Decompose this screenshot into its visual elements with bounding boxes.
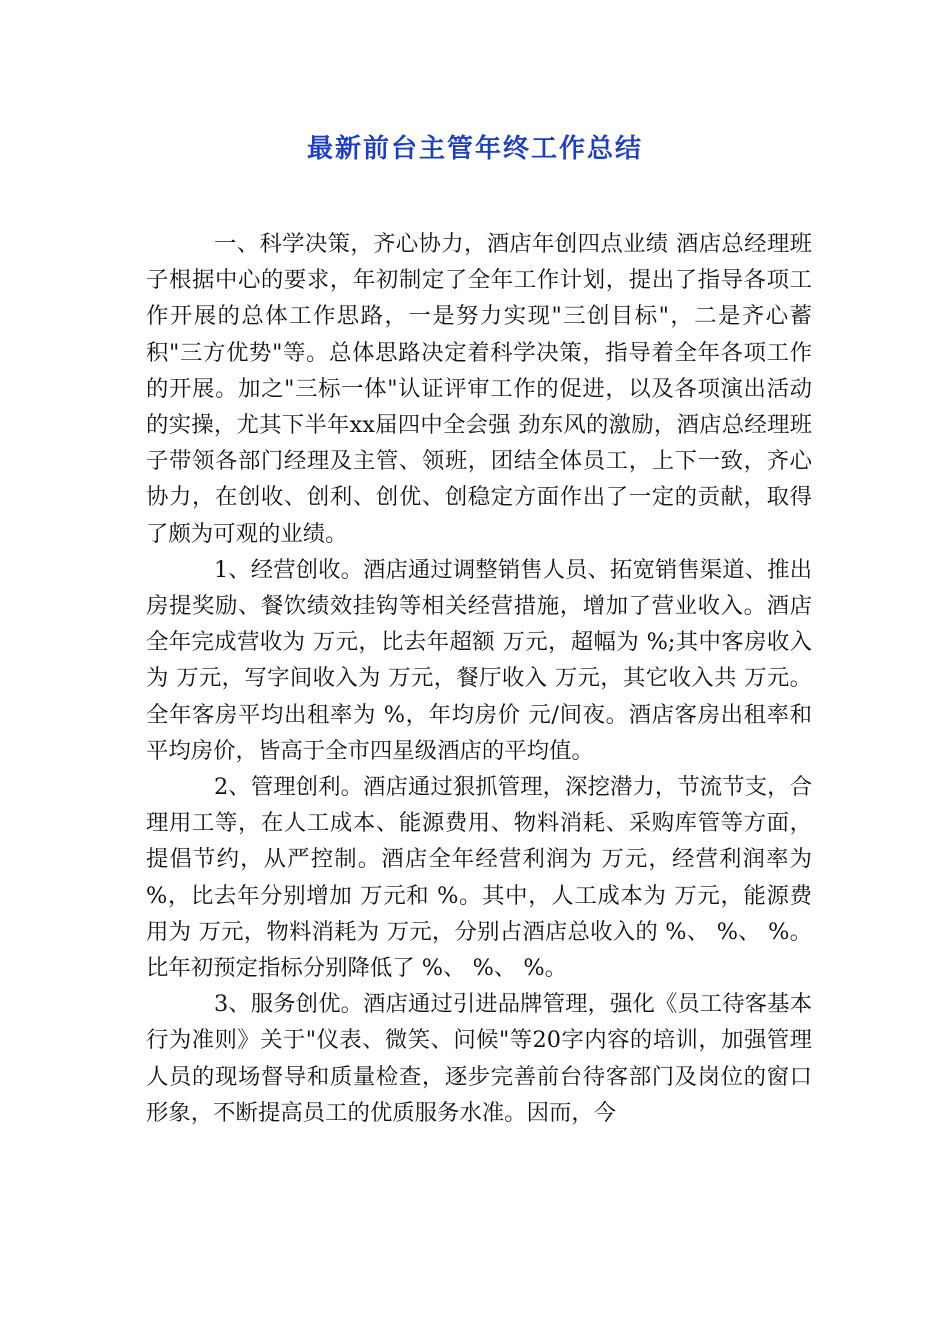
paragraph-revenue: 1、经营创收。酒店通过调整销售人员、拓宽销售渠道、推出房提奖励、餐饮绩效挂钩等相关经营措施，增加了营业收入。酒店全年完成营收为 万元，比去年超额 万元，超幅为 %;其中客房收入为 万元，写字间收入为 万元，餐厅收入 万元，其它收入共 万元。全年客房平均出租率为 %，年均房价 元/间夜。酒店客房出租率和平均房价，皆高于全市四星级酒店的平均值。 xyxy=(146,556,812,764)
document-body xyxy=(146,226,812,1131)
document-title: 最新前台主管年终工作总结 xyxy=(306,134,643,164)
paragraph-decision: 一、科学决策，齐心协力，酒店年创四点业绩 酒店总经理班子根据中心的要求，年初制定了全年工作计划，提出了指导各项工作开展的总体工作思路，一是努力实现"三创目标"，二是齐心蓄积"三方优势"等。总体思路决定着科学决策，指导着全年各项工作的开展。加之"三标一体"认证评审工作的促进，以及各项演出活动的实操，尤其下半年xx届四中全会强 劲东风的激励，酒店总经理班子带领各部门经理及主管、领班，团结全体员工，上下一致，齐心协力，在创收、创利、创优、创稳定方面作出了一定的贡献，取得了颇为可观的业绩。 xyxy=(146,231,812,547)
paragraph-profit: 2、管理创利。酒店通过狠抓管理，深挖潜力，节流节支，合理用工等，在人工成本、能源费用、物料消耗、采购库管等方面，提倡节约，从严控制。酒店全年经营利润为 万元，经营利润率为 %，比去年分别增加 万元和 %。其中，人工成本为 万元，能源费用为 万元，物料消耗为 万元，分别占酒店总收入的 %、 %、 %。比年初预定指标分别降低了 %、 %、 %。 xyxy=(146,774,812,982)
paragraph-service: 3、服务创优。酒店通过引进品牌管理，强化《员工待客基本行为准则》关于"仪表、微笑、问候"等20字内容的培训，加强管理人员的现场督导和质量检查，逐步完善前台待客部门及岗位的窗口形象，不断提高员工的优质服务水准。因而，今 xyxy=(146,991,812,1126)
